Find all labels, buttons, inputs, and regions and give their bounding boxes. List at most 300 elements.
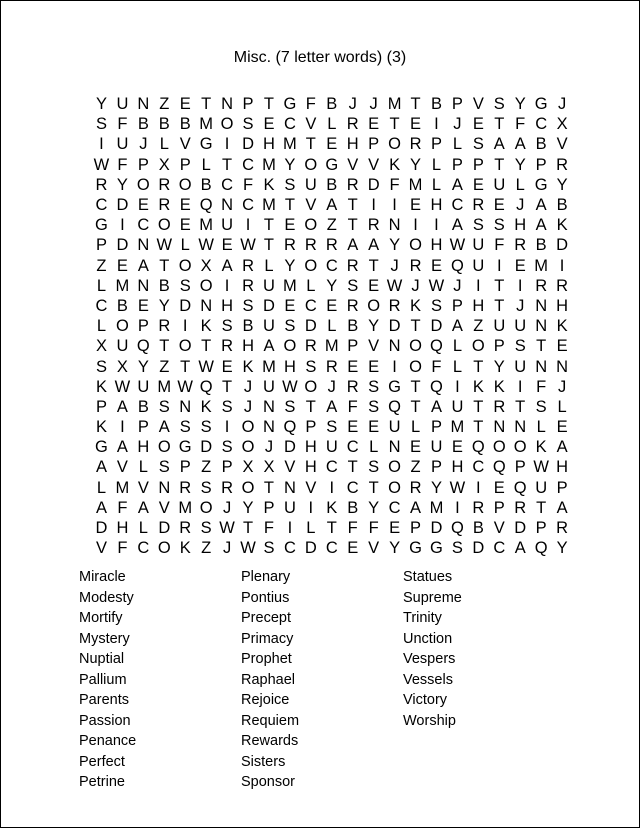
grid-letter[interactable]: E bbox=[389, 519, 401, 538]
grid-letter[interactable]: H bbox=[556, 458, 569, 477]
grid-letter[interactable]: N bbox=[263, 418, 275, 437]
grid-letter[interactable]: Y bbox=[368, 317, 380, 336]
grid-letter[interactable]: C bbox=[346, 478, 359, 497]
grid-letter[interactable]: S bbox=[493, 95, 505, 114]
grid-letter[interactable]: U bbox=[263, 276, 275, 295]
grid-letter[interactable]: L bbox=[410, 418, 421, 437]
grid-letter[interactable]: J bbox=[222, 498, 232, 517]
grid-letter[interactable]: G bbox=[430, 539, 443, 558]
grid-letter[interactable]: R bbox=[409, 478, 422, 497]
grid-letter[interactable]: G bbox=[534, 95, 548, 114]
grid-letter[interactable]: H bbox=[430, 236, 443, 255]
grid-letter[interactable]: P bbox=[514, 458, 526, 477]
grid-letter[interactable]: N bbox=[535, 296, 548, 315]
grid-letter[interactable]: W bbox=[114, 377, 131, 396]
grid-letter[interactable]: B bbox=[430, 95, 442, 114]
grid-letter[interactable]: U bbox=[325, 438, 338, 457]
grid-letter[interactable]: Q bbox=[471, 438, 485, 457]
grid-letter[interactable]: P bbox=[472, 155, 484, 174]
grid-letter[interactable]: N bbox=[514, 418, 527, 437]
grid-letter[interactable]: V bbox=[556, 135, 568, 154]
grid-letter[interactable]: R bbox=[346, 377, 359, 396]
grid-letter[interactable]: A bbox=[116, 438, 128, 457]
grid-letter[interactable]: T bbox=[389, 115, 400, 134]
grid-letter[interactable]: W bbox=[240, 236, 256, 255]
grid-letter[interactable]: P bbox=[347, 337, 359, 356]
grid-letter[interactable]: W bbox=[386, 276, 403, 295]
grid-letter[interactable]: G bbox=[178, 438, 192, 457]
grid-letter[interactable]: L bbox=[180, 236, 190, 255]
grid-letter[interactable]: S bbox=[221, 397, 233, 416]
grid-letter[interactable]: I bbox=[224, 135, 230, 154]
grid-letter[interactable]: A bbox=[95, 458, 107, 477]
grid-letter[interactable]: E bbox=[221, 236, 233, 255]
grid-letter[interactable]: L bbox=[369, 438, 379, 457]
grid-letter[interactable]: M bbox=[450, 418, 465, 437]
grid-letter[interactable]: V bbox=[368, 337, 380, 356]
grid-letter[interactable]: I bbox=[413, 216, 418, 235]
grid-letter[interactable]: T bbox=[494, 115, 505, 134]
grid-letter[interactable]: U bbox=[221, 216, 234, 235]
grid-letter[interactable]: E bbox=[116, 256, 128, 275]
grid-letter[interactable]: U bbox=[263, 377, 275, 396]
grid-letter[interactable]: M bbox=[199, 216, 214, 235]
grid-letter[interactable]: A bbox=[556, 438, 568, 457]
grid-letter[interactable]: D bbox=[430, 317, 443, 336]
grid-letter[interactable]: D bbox=[283, 438, 296, 457]
grid-letter[interactable]: R bbox=[304, 337, 317, 356]
grid-letter[interactable]: C bbox=[388, 498, 401, 517]
grid-letter[interactable]: W bbox=[93, 155, 110, 174]
grid-letter[interactable]: O bbox=[199, 276, 213, 295]
grid-letter[interactable]: J bbox=[243, 397, 253, 416]
grid-letter[interactable]: F bbox=[117, 155, 128, 174]
grid-letter[interactable]: U bbox=[283, 498, 296, 517]
grid-letter[interactable]: E bbox=[284, 216, 296, 235]
grid-letter[interactable]: E bbox=[368, 357, 380, 376]
grid-letter[interactable]: J bbox=[557, 95, 567, 114]
grid-letter[interactable]: X bbox=[200, 256, 212, 275]
grid-letter[interactable]: O bbox=[199, 498, 213, 517]
grid-letter[interactable]: K bbox=[389, 155, 401, 174]
grid-letter[interactable]: T bbox=[326, 519, 337, 538]
grid-letter[interactable]: Q bbox=[450, 519, 464, 538]
grid-letter[interactable]: Y bbox=[410, 155, 422, 174]
grid-letter[interactable]: R bbox=[158, 317, 171, 336]
grid-letter[interactable]: E bbox=[368, 115, 380, 134]
grid-letter[interactable]: R bbox=[242, 256, 254, 275]
grid-letter[interactable]: E bbox=[493, 196, 505, 215]
grid-letter[interactable]: I bbox=[120, 216, 125, 235]
grid-letter[interactable]: Q bbox=[199, 196, 213, 215]
grid-letter[interactable]: J bbox=[390, 256, 399, 275]
grid-letter[interactable]: D bbox=[158, 519, 171, 538]
grid-letter[interactable]: T bbox=[473, 357, 484, 376]
grid-letter[interactable]: W bbox=[240, 539, 256, 558]
grid-letter[interactable]: D bbox=[200, 438, 213, 457]
grid-letter[interactable]: C bbox=[346, 438, 359, 457]
grid-letter[interactable]: O bbox=[220, 115, 234, 134]
grid-letter[interactable]: L bbox=[452, 357, 462, 376]
grid-letter[interactable]: A bbox=[158, 418, 170, 437]
grid-letter[interactable]: O bbox=[157, 438, 171, 457]
grid-letter[interactable]: O bbox=[409, 236, 422, 255]
grid-letter[interactable]: C bbox=[137, 216, 150, 235]
grid-letter[interactable]: F bbox=[494, 236, 505, 255]
grid-letter[interactable]: C bbox=[493, 539, 506, 558]
grid-letter[interactable]: T bbox=[263, 95, 275, 114]
grid-letter[interactable]: F bbox=[117, 539, 128, 558]
grid-letter[interactable]: S bbox=[179, 418, 191, 437]
grid-letter[interactable]: S bbox=[263, 539, 275, 558]
grid-letter[interactable]: R bbox=[304, 236, 317, 255]
grid-letter[interactable]: Z bbox=[159, 95, 170, 114]
grid-letter[interactable]: P bbox=[95, 397, 107, 416]
grid-letter[interactable]: C bbox=[535, 115, 548, 134]
grid-letter[interactable]: S bbox=[451, 539, 463, 558]
grid-letter[interactable]: C bbox=[283, 539, 296, 558]
grid-letter[interactable]: R bbox=[346, 115, 359, 134]
grid-letter[interactable]: A bbox=[514, 135, 526, 154]
grid-letter[interactable]: I bbox=[517, 276, 523, 295]
grid-letter[interactable]: G bbox=[388, 377, 402, 396]
grid-letter[interactable]: O bbox=[178, 337, 192, 356]
grid-letter[interactable]: T bbox=[263, 216, 275, 235]
grid-letter[interactable]: D bbox=[116, 236, 129, 255]
grid-letter[interactable]: G bbox=[95, 216, 108, 235]
grid-letter[interactable]: Y bbox=[284, 256, 296, 275]
grid-letter[interactable]: V bbox=[368, 155, 380, 174]
grid-letter[interactable]: Q bbox=[534, 539, 548, 558]
grid-letter[interactable]: R bbox=[158, 196, 171, 215]
grid-letter[interactable]: U bbox=[137, 377, 150, 396]
grid-letter[interactable]: T bbox=[494, 155, 505, 174]
grid-letter[interactable]: N bbox=[158, 478, 171, 497]
grid-letter[interactable]: T bbox=[347, 196, 358, 215]
grid-letter[interactable]: R bbox=[409, 135, 422, 154]
grid-letter[interactable]: E bbox=[472, 115, 484, 134]
grid-letter[interactable]: A bbox=[451, 216, 463, 235]
grid-letter[interactable]: L bbox=[96, 276, 107, 295]
grid-letter[interactable]: U bbox=[430, 438, 443, 457]
grid-letter[interactable]: K bbox=[472, 377, 484, 396]
grid-letter[interactable]: I bbox=[476, 276, 481, 295]
grid-letter[interactable]: O bbox=[115, 317, 129, 336]
grid-letter[interactable]: Q bbox=[388, 397, 402, 416]
grid-letter[interactable]: F bbox=[368, 519, 379, 538]
grid-letter[interactable]: O bbox=[283, 337, 297, 356]
grid-letter[interactable]: M bbox=[283, 276, 297, 295]
grid-letter[interactable]: D bbox=[472, 539, 485, 558]
grid-letter[interactable]: T bbox=[368, 478, 379, 497]
grid-letter[interactable]: I bbox=[224, 276, 230, 295]
grid-letter[interactable]: E bbox=[221, 357, 233, 376]
grid-letter[interactable]: F bbox=[431, 357, 442, 376]
grid-letter[interactable]: N bbox=[388, 438, 401, 457]
grid-letter[interactable]: L bbox=[96, 317, 107, 336]
grid-letter[interactable]: D bbox=[430, 519, 443, 538]
grid-letter[interactable]: Z bbox=[473, 317, 484, 336]
grid-letter[interactable]: F bbox=[347, 519, 358, 538]
grid-letter[interactable]: S bbox=[326, 418, 338, 437]
grid-letter[interactable]: E bbox=[137, 196, 149, 215]
grid-letter[interactable]: C bbox=[137, 539, 150, 558]
grid-letter[interactable]: U bbox=[514, 357, 527, 376]
grid-letter[interactable]: R bbox=[556, 519, 569, 538]
grid-letter[interactable]: L bbox=[327, 317, 337, 336]
grid-letter[interactable]: Y bbox=[556, 539, 568, 558]
grid-letter[interactable]: U bbox=[388, 418, 401, 437]
grid-letter[interactable]: K bbox=[179, 539, 191, 558]
grid-letter[interactable]: L bbox=[264, 256, 274, 275]
grid-letter[interactable]: Q bbox=[513, 478, 527, 497]
grid-letter[interactable]: A bbox=[137, 256, 149, 275]
grid-letter[interactable]: H bbox=[304, 458, 317, 477]
grid-letter[interactable]: T bbox=[347, 458, 358, 477]
grid-letter[interactable]: R bbox=[242, 276, 254, 295]
grid-letter[interactable]: R bbox=[493, 397, 506, 416]
grid-letter[interactable]: S bbox=[200, 418, 212, 437]
grid-letter[interactable]: W bbox=[282, 377, 298, 396]
grid-letter[interactable]: O bbox=[157, 539, 171, 558]
grid-letter[interactable]: H bbox=[263, 135, 275, 154]
grid-letter[interactable]: R bbox=[535, 276, 548, 295]
grid-letter[interactable]: S bbox=[179, 276, 191, 295]
grid-letter[interactable]: A bbox=[451, 175, 463, 194]
grid-letter[interactable]: R bbox=[556, 155, 569, 174]
grid-letter[interactable]: R bbox=[346, 175, 359, 194]
grid-letter[interactable]: Q bbox=[492, 458, 506, 477]
grid-letter[interactable]: N bbox=[263, 397, 275, 416]
grid-letter[interactable]: S bbox=[95, 115, 107, 134]
grid-letter[interactable]: B bbox=[158, 115, 170, 134]
grid-letter[interactable]: A bbox=[368, 236, 380, 255]
grid-letter[interactable]: B bbox=[200, 175, 212, 194]
grid-letter[interactable]: O bbox=[304, 256, 318, 275]
grid-letter[interactable]: O bbox=[241, 478, 255, 497]
grid-letter[interactable]: P bbox=[137, 418, 149, 437]
grid-letter[interactable]: B bbox=[535, 135, 547, 154]
grid-letter[interactable]: Y bbox=[158, 296, 170, 315]
grid-letter[interactable]: R bbox=[283, 236, 296, 255]
grid-letter[interactable]: B bbox=[179, 115, 191, 134]
grid-letter[interactable]: Q bbox=[430, 337, 443, 356]
grid-letter[interactable]: P bbox=[305, 418, 317, 437]
grid-letter[interactable]: M bbox=[157, 377, 172, 396]
grid-letter[interactable]: R bbox=[179, 519, 192, 538]
grid-letter[interactable]: J bbox=[516, 296, 525, 315]
grid-letter[interactable]: P bbox=[95, 236, 107, 255]
grid-letter[interactable]: L bbox=[327, 115, 337, 134]
grid-letter[interactable]: Y bbox=[556, 175, 568, 194]
grid-letter[interactable]: S bbox=[95, 357, 107, 376]
grid-letter[interactable]: Y bbox=[242, 498, 254, 517]
grid-letter[interactable]: P bbox=[535, 519, 547, 538]
grid-letter[interactable]: A bbox=[116, 397, 128, 416]
grid-letter[interactable]: A bbox=[347, 236, 359, 255]
grid-letter[interactable]: G bbox=[283, 95, 297, 114]
grid-letter[interactable]: N bbox=[137, 276, 150, 295]
grid-letter[interactable]: T bbox=[515, 397, 526, 416]
grid-letter[interactable]: K bbox=[556, 317, 568, 336]
grid-letter[interactable]: M bbox=[534, 256, 549, 275]
grid-letter[interactable]: C bbox=[242, 155, 254, 174]
grid-letter[interactable]: C bbox=[242, 196, 254, 215]
grid-letter[interactable]: G bbox=[409, 539, 422, 558]
grid-letter[interactable]: S bbox=[535, 397, 547, 416]
grid-letter[interactable]: A bbox=[95, 498, 107, 517]
grid-letter[interactable]: S bbox=[200, 519, 212, 538]
grid-letter[interactable]: P bbox=[368, 135, 380, 154]
grid-letter[interactable]: A bbox=[535, 196, 547, 215]
grid-letter[interactable]: X bbox=[556, 115, 568, 134]
grid-letter[interactable]: W bbox=[198, 236, 214, 255]
grid-letter[interactable]: P bbox=[137, 317, 149, 336]
grid-letter[interactable]: R bbox=[388, 296, 401, 315]
grid-letter[interactable]: C bbox=[221, 175, 234, 194]
grid-letter[interactable]: O bbox=[157, 216, 171, 235]
grid-letter[interactable]: X bbox=[116, 357, 128, 376]
grid-letter[interactable]: Y bbox=[116, 175, 128, 194]
grid-letter[interactable]: M bbox=[262, 155, 276, 174]
grid-letter[interactable]: P bbox=[493, 498, 505, 517]
grid-letter[interactable]: T bbox=[473, 418, 484, 437]
grid-letter[interactable]: S bbox=[472, 216, 484, 235]
grid-letter[interactable]: E bbox=[263, 115, 275, 134]
grid-letter[interactable]: I bbox=[517, 377, 523, 396]
grid-letter[interactable]: D bbox=[514, 519, 527, 538]
grid-letter[interactable]: I bbox=[224, 418, 230, 437]
grid-letter[interactable]: M bbox=[178, 498, 193, 517]
grid-letter[interactable]: R bbox=[472, 196, 485, 215]
grid-letter[interactable]: M bbox=[115, 276, 130, 295]
grid-letter[interactable]: R bbox=[346, 256, 359, 275]
grid-letter[interactable]: Y bbox=[368, 498, 380, 517]
grid-letter[interactable]: M bbox=[262, 357, 276, 376]
grid-letter[interactable]: F bbox=[515, 115, 526, 134]
grid-letter[interactable]: B bbox=[535, 236, 547, 255]
grid-letter[interactable]: T bbox=[201, 337, 212, 356]
grid-letter[interactable]: E bbox=[368, 276, 380, 295]
grid-letter[interactable]: O bbox=[388, 478, 402, 497]
grid-letter[interactable]: W bbox=[156, 236, 173, 255]
grid-letter[interactable]: A bbox=[556, 498, 568, 517]
grid-letter[interactable]: F bbox=[117, 498, 128, 517]
grid-letter[interactable]: Q bbox=[283, 418, 297, 437]
grid-letter[interactable]: O bbox=[178, 256, 192, 275]
grid-letter[interactable]: E bbox=[326, 296, 338, 315]
grid-letter[interactable]: I bbox=[455, 377, 460, 396]
grid-letter[interactable]: M bbox=[387, 95, 402, 114]
grid-letter[interactable]: T bbox=[347, 216, 358, 235]
grid-letter[interactable]: O bbox=[513, 438, 527, 457]
grid-letter[interactable]: P bbox=[430, 135, 442, 154]
grid-letter[interactable]: J bbox=[369, 95, 378, 114]
grid-letter[interactable]: B bbox=[158, 276, 170, 295]
grid-letter[interactable]: Z bbox=[96, 256, 107, 275]
grid-letter[interactable]: T bbox=[263, 236, 275, 255]
grid-letter[interactable]: E bbox=[347, 539, 359, 558]
grid-letter[interactable]: S bbox=[514, 337, 526, 356]
grid-letter[interactable]: N bbox=[493, 418, 506, 437]
grid-letter[interactable]: C bbox=[472, 458, 485, 477]
grid-letter[interactable]: A bbox=[263, 337, 275, 356]
grid-letter[interactable]: D bbox=[388, 317, 401, 336]
grid-letter[interactable]: I bbox=[392, 196, 397, 215]
grid-letter[interactable]: L bbox=[159, 135, 169, 154]
grid-letter[interactable]: F bbox=[117, 115, 128, 134]
grid-letter[interactable]: L bbox=[138, 519, 148, 538]
grid-letter[interactable]: E bbox=[179, 196, 191, 215]
grid-letter[interactable]: U bbox=[304, 175, 317, 194]
grid-letter[interactable]: Q bbox=[450, 256, 464, 275]
grid-letter[interactable]: I bbox=[434, 216, 439, 235]
grid-letter[interactable]: S bbox=[284, 317, 296, 336]
grid-letter[interactable]: T bbox=[263, 478, 275, 497]
grid-letter[interactable]: S bbox=[242, 296, 254, 315]
grid-letter[interactable]: T bbox=[410, 317, 421, 336]
grid-letter[interactable]: L bbox=[536, 418, 546, 437]
grid-letter[interactable]: N bbox=[221, 95, 234, 114]
grid-letter[interactable]: J bbox=[243, 377, 253, 396]
grid-letter[interactable]: I bbox=[392, 357, 397, 376]
grid-letter[interactable]: E bbox=[410, 438, 422, 457]
grid-letter[interactable]: U bbox=[472, 256, 485, 275]
grid-letter[interactable]: Q bbox=[199, 377, 213, 396]
grid-letter[interactable]: F bbox=[389, 175, 400, 194]
grid-letter[interactable]: B bbox=[347, 498, 359, 517]
grid-letter[interactable]: Z bbox=[410, 458, 421, 477]
grid-letter[interactable]: L bbox=[431, 175, 442, 194]
grid-letter[interactable]: O bbox=[409, 337, 422, 356]
grid-letter[interactable]: N bbox=[137, 95, 150, 114]
grid-letter[interactable]: N bbox=[221, 196, 234, 215]
grid-letter[interactable]: V bbox=[472, 95, 484, 114]
grid-letter[interactable]: V bbox=[158, 498, 170, 517]
grid-letter[interactable]: S bbox=[430, 296, 442, 315]
grid-letter[interactable]: Y bbox=[137, 357, 149, 376]
grid-letter[interactable]: I bbox=[182, 317, 188, 336]
grid-letter[interactable]: B bbox=[472, 519, 484, 538]
grid-letter[interactable]: W bbox=[449, 478, 466, 497]
grid-letter[interactable]: X bbox=[242, 458, 254, 477]
grid-letter[interactable]: T bbox=[410, 95, 421, 114]
grid-letter[interactable]: R bbox=[472, 498, 485, 517]
grid-letter[interactable]: K bbox=[556, 216, 568, 235]
grid-letter[interactable]: H bbox=[137, 438, 150, 457]
grid-letter[interactable]: W bbox=[177, 377, 193, 396]
grid-letter[interactable]: M bbox=[429, 498, 444, 517]
grid-letter[interactable]: D bbox=[116, 196, 129, 215]
grid-letter[interactable]: O bbox=[178, 175, 192, 194]
grid-letter[interactable]: E bbox=[410, 115, 422, 134]
grid-letter[interactable]: N bbox=[179, 397, 192, 416]
grid-letter[interactable]: T bbox=[201, 95, 212, 114]
grid-letter[interactable]: V bbox=[368, 539, 380, 558]
grid-letter[interactable]: N bbox=[556, 357, 569, 376]
grid-letter[interactable]: V bbox=[179, 135, 191, 154]
grid-letter[interactable]: C bbox=[95, 296, 108, 315]
grid-letter[interactable]: D bbox=[304, 539, 317, 558]
grid-letter[interactable]: I bbox=[434, 115, 439, 134]
grid-letter[interactable]: V bbox=[137, 478, 149, 497]
grid-letter[interactable]: W bbox=[219, 519, 235, 538]
grid-letter[interactable]: T bbox=[410, 377, 421, 396]
grid-letter[interactable]: O bbox=[471, 337, 485, 356]
grid-letter[interactable]: F bbox=[263, 519, 275, 538]
grid-letter[interactable]: R bbox=[346, 296, 359, 315]
grid-letter[interactable]: O bbox=[367, 296, 381, 315]
